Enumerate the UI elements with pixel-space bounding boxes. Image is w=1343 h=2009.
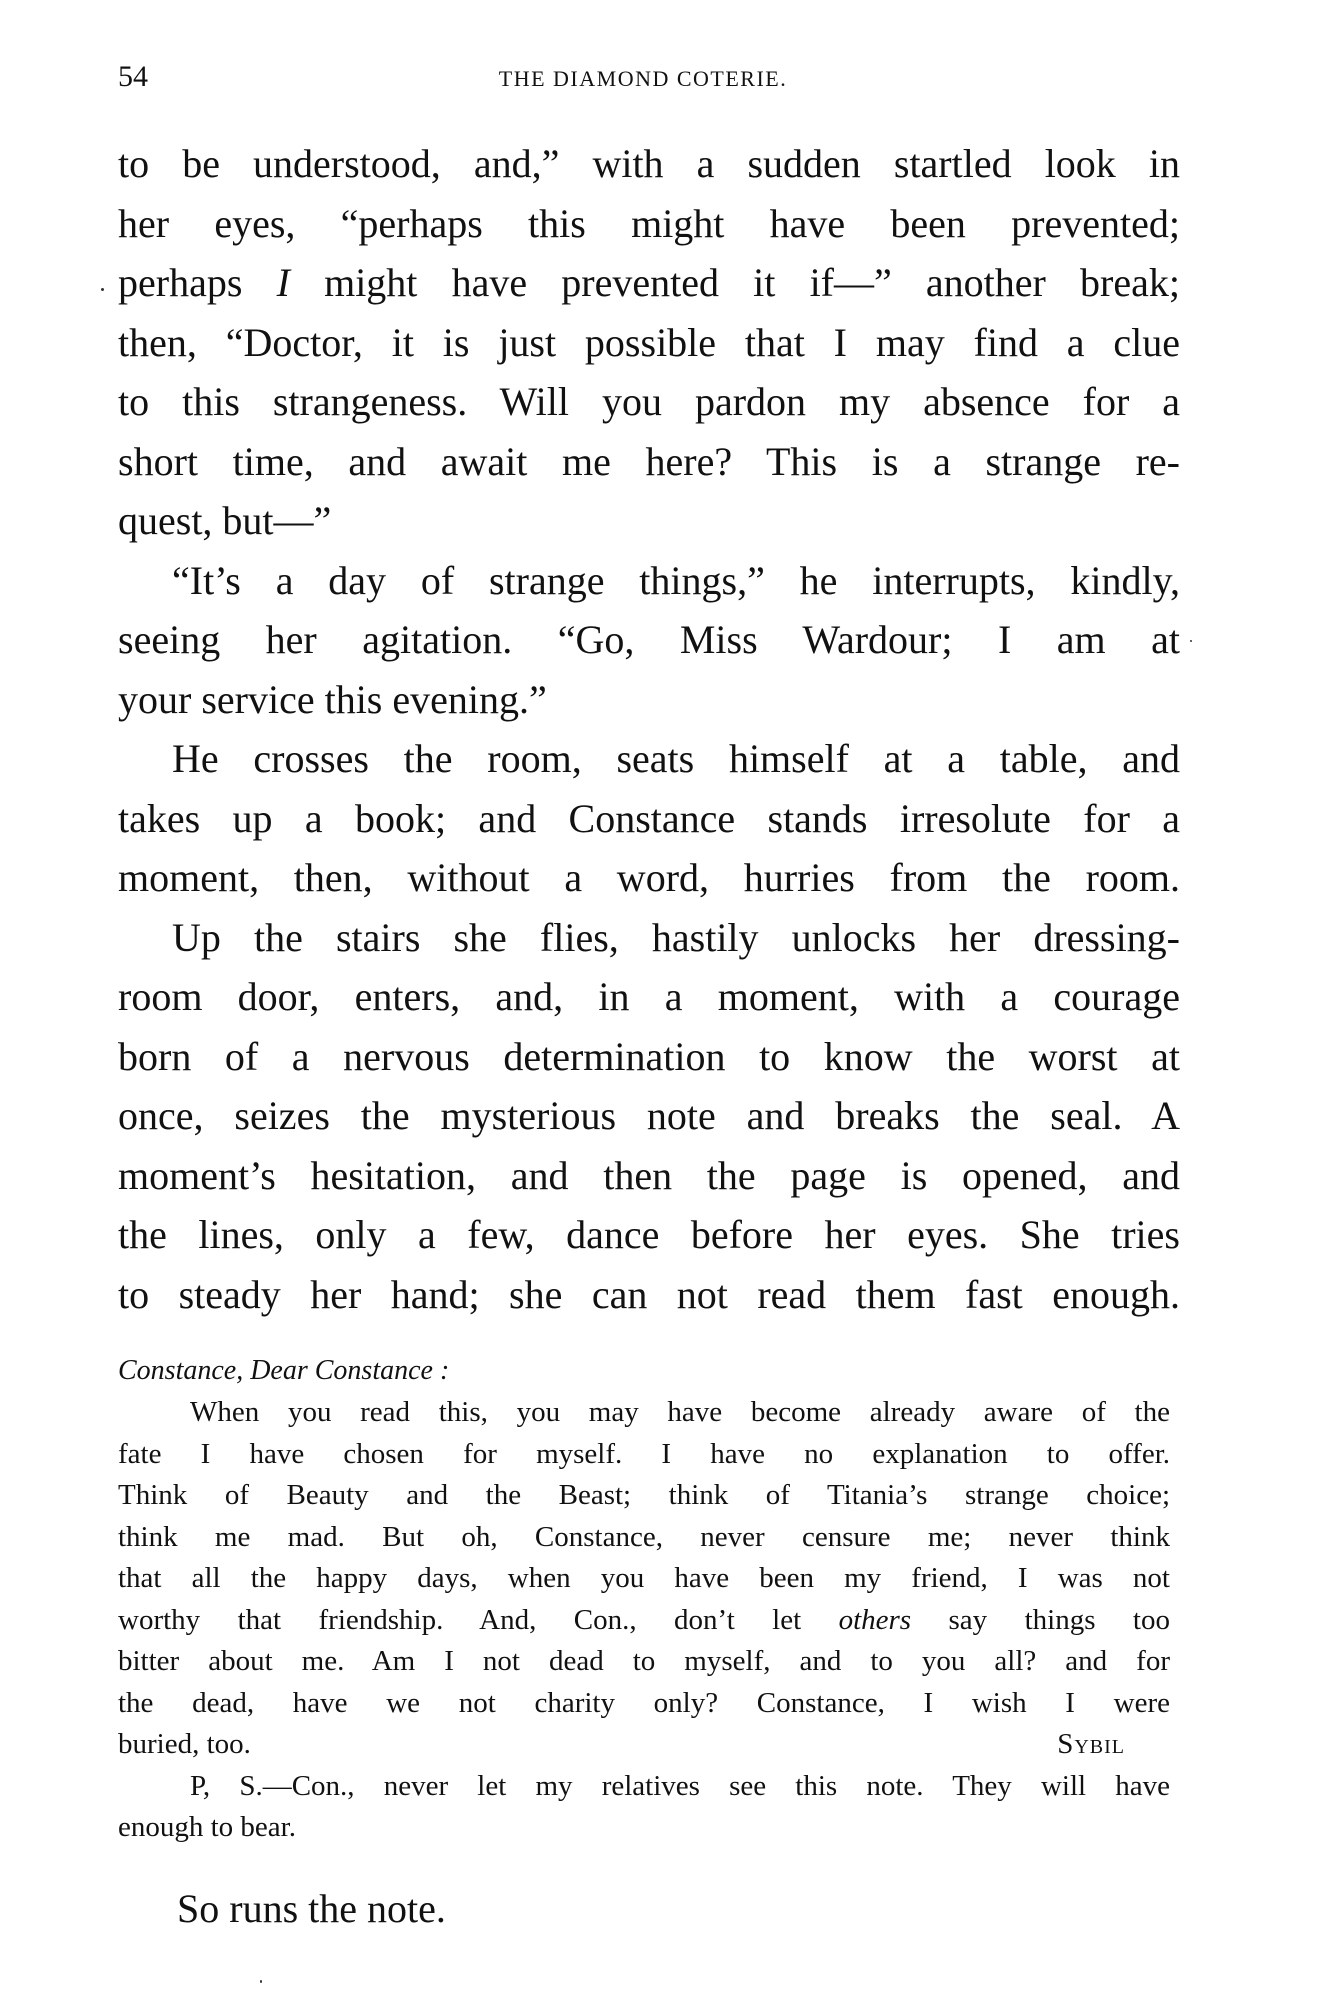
scan-speck <box>1190 640 1192 642</box>
note-line: bitter about me. Am I not dead to myself, and to you all? and for <box>118 1645 1170 1677</box>
italic-emphasis: others <box>838 1604 912 1636</box>
body-line: her eyes, “perhaps this might have been prevented; <box>118 201 1180 246</box>
body-line: to steady her hand; she can not read them fast enough. <box>118 1272 1180 1317</box>
note-signature: Sybil <box>1057 1728 1125 1760</box>
postscript-line: P, S.—Con., never let my relatives see this note. They will have <box>190 1770 1170 1802</box>
body-line: quest, but—” <box>118 498 332 543</box>
text-run: worthy that friendship. And, Con., don’t let <box>118 1604 839 1636</box>
body-line: to this strangeness. Will you pardon my absence for a <box>118 379 1180 424</box>
scan-speck <box>260 1980 262 1983</box>
body-line: takes up a book; and Constance stands irresolute for a <box>118 796 1180 841</box>
note-line: Think of Beauty and the Beast; think of Titania’s strange choice; <box>118 1479 1170 1511</box>
note-line: fate I have chosen for myself. I have no explanation to offer. <box>118 1438 1170 1470</box>
body-line: “It’s a day of strange things,” he interrupts, kindly, <box>172 558 1180 603</box>
note-line: think me mad. But oh, Constance, never censure me; never think <box>118 1521 1170 1553</box>
note-line <box>118 1603 1170 1637</box>
body-line: born of a nervous determination to know the worst at <box>118 1034 1180 1079</box>
body-line: He crosses the room, seats himself at a table, and <box>172 736 1180 781</box>
body-line <box>118 259 1180 307</box>
note-salutation: Constance, Dear Constance : <box>118 1355 450 1386</box>
text-run: perhaps <box>118 260 277 305</box>
text-run: might have prevented it if—” another break; <box>289 260 1180 305</box>
note-line: the dead, have we not charity only? Constance, I wish I were <box>118 1687 1170 1719</box>
body-line: Up the stairs she flies, hastily unlocks her dressing- <box>172 915 1180 960</box>
body-line: your service this evening.” <box>118 677 547 722</box>
italic-emphasis: I <box>276 260 290 305</box>
note-line: When you read this, you may have become already aware of the <box>190 1396 1170 1428</box>
body-line: then, “Doctor, it is just possible that I may find a clue <box>118 320 1180 365</box>
note-line: that all the happy days, when you have been my friend, I was not <box>118 1562 1170 1594</box>
body-line: seeing her agitation. “Go, Miss Wardour; I am at <box>118 617 1180 662</box>
running-title: THE DIAMOND COTERIE. <box>498 66 788 91</box>
body-line: moment’s hesitation, and then the page is opened, and <box>118 1153 1180 1198</box>
text-run: say things too <box>911 1604 1170 1636</box>
closing-line: So runs the note. <box>177 1886 446 1931</box>
postscript-line: enough to bear. <box>118 1811 296 1843</box>
body-line: moment, then, without a word, hurries from the room. <box>118 855 1180 900</box>
body-line: to be understood, and,” with a sudden startled look in <box>118 141 1180 186</box>
body-line: the lines, only a few, dance before her eyes. She tries <box>118 1212 1180 1257</box>
body-line: once, seizes the mysterious note and breaks the seal. A <box>118 1093 1180 1138</box>
body-line: short time, and await me here? This is a strange re- <box>118 439 1180 484</box>
page-number: 54 <box>118 60 148 93</box>
scan-speck <box>101 288 104 291</box>
body-line: room door, enters, and, in a moment, with a courage <box>118 974 1180 1019</box>
note-line: buried, too. <box>118 1728 251 1760</box>
